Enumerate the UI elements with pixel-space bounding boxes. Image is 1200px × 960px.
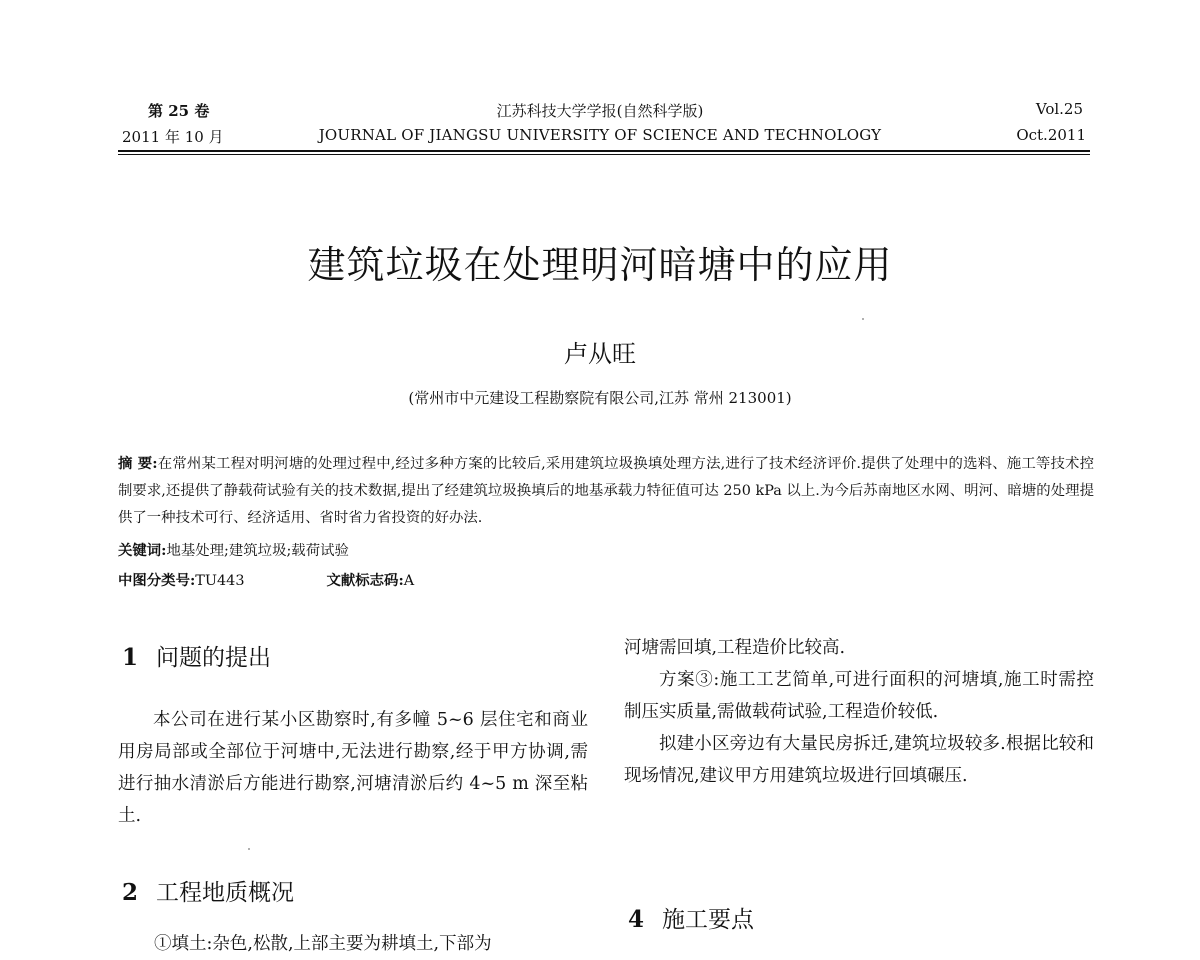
keywords — [118, 539, 349, 560]
classification — [118, 569, 414, 590]
header-date-en: Oct.2011 — [1016, 126, 1086, 144]
scan-speck — [248, 848, 250, 850]
header-volume-en: Vol.25 — [1035, 100, 1083, 118]
header-journal-en: JOURNAL OF JIANGSU UNIVERSITY OF SCIENCE AND TECHNOLOGY — [318, 126, 882, 144]
abstract-label: 摘 要: — [118, 455, 158, 472]
abstract — [118, 450, 1094, 532]
paper-author: 卢从旺 — [564, 340, 636, 368]
right-paragraph-1: 河塘需回填,工程造价比较高. — [624, 638, 846, 658]
section-4-title: 施工要点 — [662, 907, 755, 933]
section-4-number: 4 — [628, 906, 645, 933]
section-1-heading — [122, 639, 271, 672]
abstract-text: 在常州某工程对明河塘的处理过程中,经过多种方案的比较后,采用建筑垃圾换填处理方法,进行了技术经济评价.提供了处理中的选料、施工等技术控制要求,还提供了静载荷试验有关的技术数据,提出了经建筑垃圾换填后的地基承载力特征值可达 250 kPa 以上.为今后苏南地区水网、明河、暗塘的处理提供了一种技术可行、经济适用、省时省力省投资的好办法. — [118, 456, 1094, 526]
section-4-heading — [628, 901, 754, 934]
paper-affiliation: (常州市中元建设工程勘察院有限公司,江苏 常州 213001) — [408, 389, 792, 407]
header-journal-cn: 江苏科技大学学报(自然科学版) — [496, 102, 704, 120]
doc-code-label: 文献标志码: — [326, 572, 404, 589]
right-paragraph-2: 方案③:施工工艺简单,可进行面积的河塘填,施工时需控制压实质量,需做载荷试验,工程造价较低. — [624, 670, 1094, 722]
clc-value: TU443 — [195, 573, 245, 589]
section-2-paragraph-start: ①填土:杂色,松散,上部主要为耕填土,下部为 — [154, 934, 492, 954]
section-1-paragraph: 本公司在进行某小区勘察时,有多幢 5~6 层住宅和商业用房局部或全部位于河塘中,无法进行勘察,经于甲方协调,需进行抽水清淤后方能进行勘察,河塘清淤后约 4~5 m 深至粘土. — [118, 710, 588, 826]
section-2-title: 工程地质概况 — [156, 880, 295, 906]
scan-speck — [862, 318, 864, 320]
section-2-heading — [122, 874, 294, 907]
section-1-number: 1 — [122, 644, 139, 671]
header-rule-thin — [118, 154, 1090, 155]
section-1-body — [118, 704, 588, 832]
header-rule-thick — [118, 150, 1090, 152]
keywords-text: 地基处理;建筑垃圾;载荷试验 — [166, 543, 349, 559]
section-1-title: 问题的提出 — [156, 645, 272, 671]
keywords-label: 关键词: — [118, 542, 167, 559]
clc-label: 中图分类号: — [118, 572, 196, 589]
section-2-body — [118, 930, 598, 960]
section-2-number: 2 — [122, 879, 139, 906]
doc-code-value: A — [403, 573, 415, 589]
header-date-cn: 2011 年 10 月 — [122, 128, 224, 146]
right-paragraph-3: 拟建小区旁边有大量民房拆迁,建筑垃圾较多.根据比较和现场情况,建议甲方用建筑垃圾进行回填碾压. — [624, 734, 1094, 786]
right-column-body — [624, 632, 1094, 792]
paper-title: 建筑垃圾在处理明河暗塘中的应用 — [307, 243, 893, 287]
header-volume-cn: 第 25 卷 — [148, 102, 210, 120]
